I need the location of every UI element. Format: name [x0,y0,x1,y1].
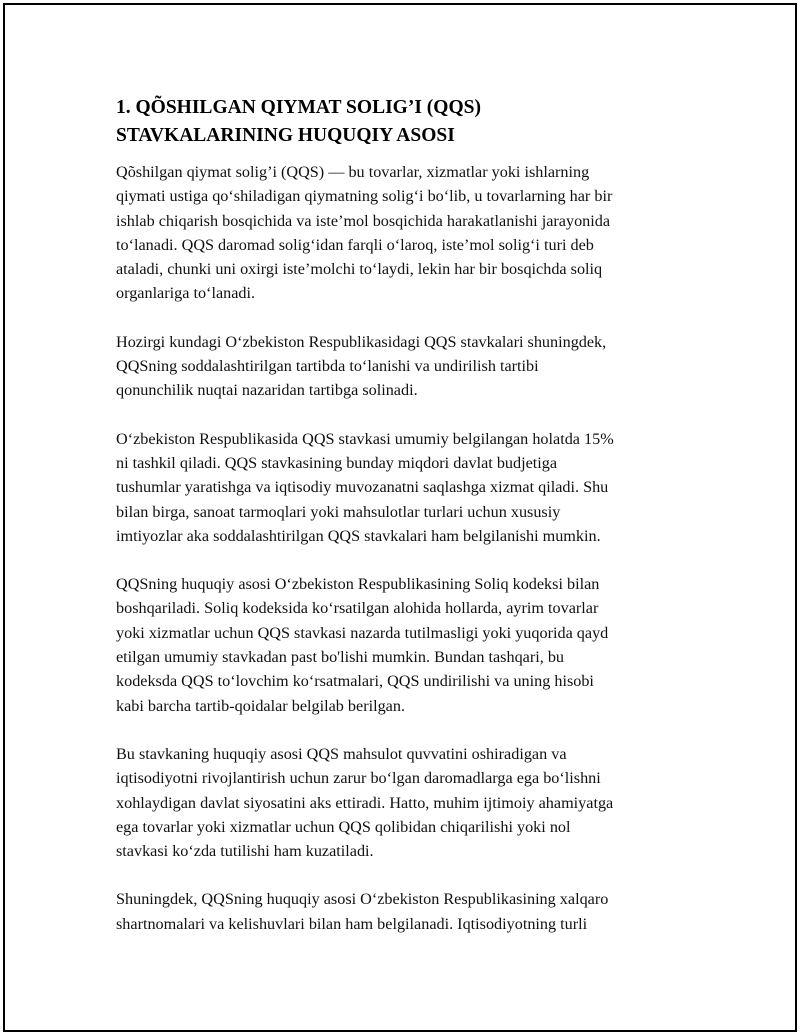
text-line: boshqariladi. Soliq kodeksida ko‘rsatilgan alohida hollarda, ayrim tovarlar [116,599,599,618]
text-line: kabi barcha tartib-qoidalar belgilab berilgan. [116,696,406,715]
text-line: Qõshilgan qiymat solig’i (QQS) — bu tovarlar, xizmatlar yoki ishlarning [116,163,590,181]
text-line: QQSning soddalashtirilgan tartibda to‘lanishi va undirilish tartibi [116,357,539,376]
text-line: yoki xizmatlar uchun QQS stavkasi nazarda tutilmasligi yoki yuqorida qayd [116,623,609,642]
paragraph-rate-15-percent [116,427,696,548]
text-line: ega tovarlar yoki xizmatlar uchun QQS qolibidan chiqarilishi yoki nol [116,817,571,836]
text-line: Bu stavkaning huquqiy asosi QQS mahsulot quvvatini oshiradigan va [116,744,567,763]
text-line: xohlaydigan davlat siyosatini aks ettiradi. Hatto, muhim ijtimoiy ahamiyatga [116,793,614,812]
text-line: tushumlar yaratishga va iqtisodiy muvozanatni saqlashga xizmat qiladi. Shu [116,478,609,497]
text-line: ni tashkil qiladi. QQS stavkasining bunday miqdori davlat budjetiga [116,453,558,472]
section-heading-line-2: STAVKALARINING HUQUQIY ASOSI [116,125,455,146]
section-heading [116,94,696,150]
paragraph-state-policy [116,742,696,863]
paragraph-international-agreements [116,887,696,936]
text-line: O‘zbekiston Respublikasida QQS stavkasi umumiy belgilangan holatda 15% [116,429,614,448]
text-line: organlariga to‘lanadi. [116,284,256,303]
paragraph-tax-code [116,572,696,718]
text-line: qiymati ustiga qo‘shiladigan qiymatning solig‘i bo‘lib, u tovarlarning har bir [116,187,613,206]
text-line: iqtisodiyotni rivojlantirish uchun zarur bo‘lgan daromadlarga ega bo‘lishni [116,769,601,788]
document-body [116,94,696,960]
text-line: to‘lanadi. QQS daromad solig‘idan farqli o‘laroq, iste’mol solig‘i turi deb [116,235,594,254]
paragraph-current-rates [116,330,696,403]
text-line: etilgan umumiy stavkadan past bo'lishi mumkin. Bundan tashqari, bu [116,648,565,667]
text-line: stavkasi ko‘zda tutilishi ham kuzatiladi. [116,842,374,861]
text-line: ataladi, chunki uni oxirgi iste’molchi to‘laydi, lekin har bir bosqichda soliq [116,260,603,279]
text-line: shartnomalari va kelishuvlari bilan ham belgilanadi. Iqtisodiyotning turli [116,914,588,933]
text-line: Shuningdek, QQSning huquqiy asosi O‘zbekiston Respublikasining xalqaro [116,890,609,909]
text-line: qonunchilik nuqtai nazaridan tartibga solinadi. [116,381,418,400]
text-line: imtiyozlar aka soddalashtirilgan QQS stavkalari ham belgilanishi mumkin. [116,526,601,545]
text-line: kodeksda QQS to‘lovchim ko‘rsatmalari, QQS undirilishi va uning hisobi [116,672,594,691]
text-line: QQSning huquqiy asosi O‘zbekiston Respublikasining Soliq kodeksi bilan [116,575,600,594]
paragraph-vat-definition [116,160,696,306]
text-line: Hozirgi kundagi O‘zbekiston Respublikasidagi QQS stavkalari shuningdek, [116,332,607,351]
text-line: ishlab chiqarish bosqichida va iste’mol bosqichida harakatlanishi jarayonida [116,211,611,230]
section-heading-line-1: 1. QÕSHILGAN QIYMAT SOLIG’I (QQS) [116,97,481,118]
text-line: bilan birga, sanoat tarmoqlari yoki mahsulotlar turlari uchun xususiy [116,502,561,521]
